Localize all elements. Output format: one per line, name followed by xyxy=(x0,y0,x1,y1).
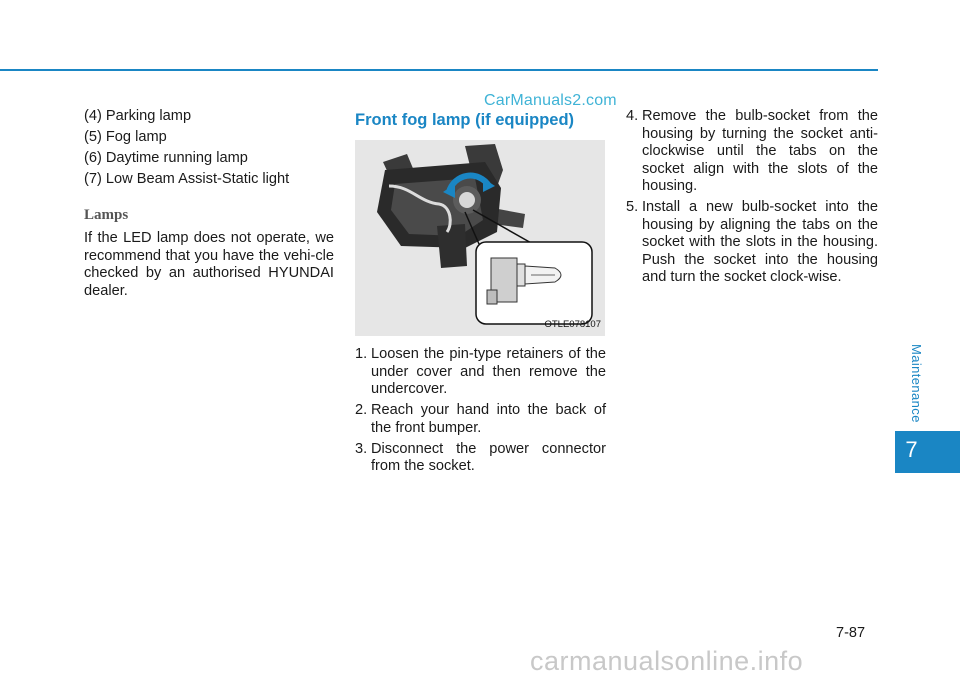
step-number: 4. xyxy=(626,108,639,124)
list-item: (5) Fog lamp xyxy=(84,129,167,145)
list-item: (6) Daytime running lamp xyxy=(84,150,248,166)
middle-column xyxy=(355,110,606,479)
step-text: Disconnect the power connector from the socket. xyxy=(371,440,606,474)
figure-code: OTLE078107 xyxy=(544,318,601,330)
list-item: (4) Parking lamp xyxy=(84,108,192,124)
step-text: Loosen the pin-type retainers of the under cover and then remove the undercover. xyxy=(371,346,606,397)
step-number: 3. xyxy=(355,440,368,457)
step-number: 1. xyxy=(355,346,368,362)
chapter-tab[interactable] xyxy=(895,431,960,473)
step-text: Install a new bulb-socket into the housing by aligning the tabs on the socket with the slots in the housing. Push the socket into the housing and turn the socket clock-wise. xyxy=(642,199,878,285)
step-text: Reach your hand into the back of the front bumper. xyxy=(371,402,606,436)
section-title: Front fog lamp (if equipped) xyxy=(355,111,575,129)
page-number: 7-87 xyxy=(836,625,866,641)
lamps-paragraph: If the LED lamp does not operate, we recommend that you have the vehi-cle checked by an authorised HYUNDAI dealer. xyxy=(84,230,334,299)
step-item xyxy=(626,108,878,196)
connector-block xyxy=(437,224,467,268)
socket-center xyxy=(459,192,475,208)
step-number: 2. xyxy=(355,402,368,418)
left-column xyxy=(84,108,334,300)
step-item xyxy=(626,199,878,287)
fog-lamp-illustration xyxy=(355,140,605,336)
step-item xyxy=(355,402,606,437)
step-item xyxy=(355,441,606,476)
lamps-heading: Lamps xyxy=(84,206,129,223)
watermark-top[interactable]: CarManuals2.com xyxy=(484,92,617,109)
step-item xyxy=(355,346,606,399)
bulb-connector xyxy=(487,290,497,304)
right-column xyxy=(626,108,878,290)
list-item: (7) Low Beam Assist-Static light xyxy=(84,171,290,187)
header-rule xyxy=(0,69,878,71)
bulb-flange xyxy=(517,264,525,286)
fog-lamp-figure xyxy=(355,140,605,336)
chapter-label: Maintenance xyxy=(909,344,924,423)
chapter-number: 7 xyxy=(905,437,918,462)
step-number: 5. xyxy=(626,199,639,215)
step-text: Remove the bulb-socket from the housing by turning the socket anti-clockwise until the tabs on the socket align with the slots of the housing. xyxy=(642,108,878,194)
watermark-bottom[interactable]: carmanualsonline.info xyxy=(530,646,804,676)
